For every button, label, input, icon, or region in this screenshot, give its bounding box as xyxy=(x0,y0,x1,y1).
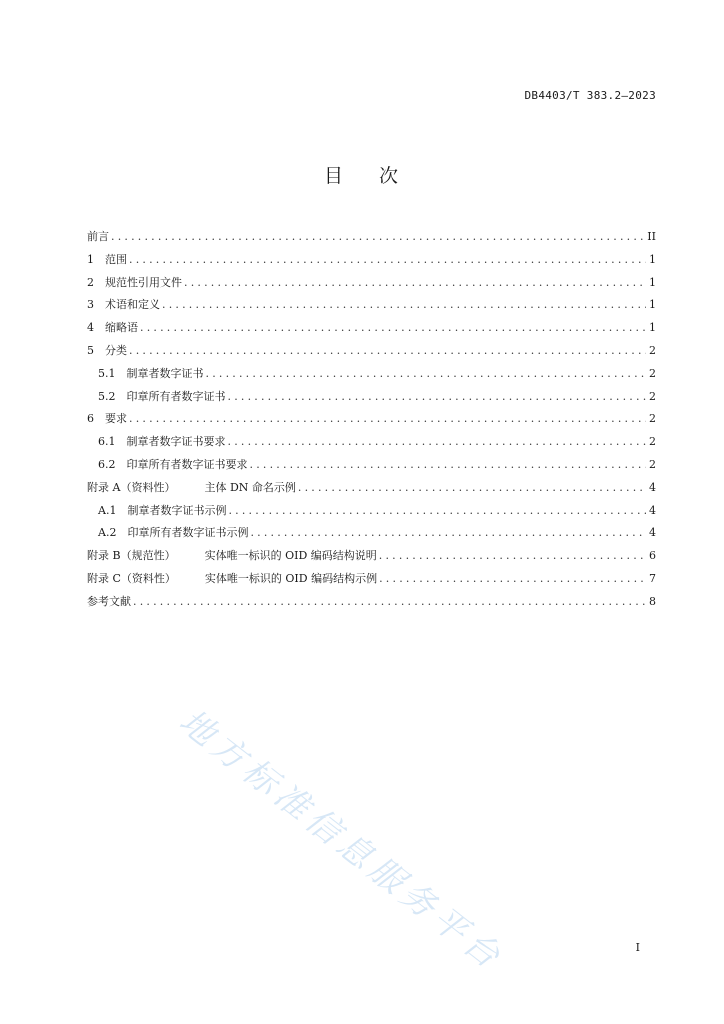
toc-entry-number: 附录 C（资料性） xyxy=(87,571,176,585)
toc-entry[interactable] xyxy=(87,479,656,502)
toc-entry-number: 6 xyxy=(87,412,94,426)
toc-entry-number: 附录 A（资料性） xyxy=(87,480,176,494)
toc-entry-number: 5.2 xyxy=(98,389,116,403)
toc-entry-label: 实体唯一标识的 OID 编码结构示例 xyxy=(204,571,378,585)
toc-leader-dots xyxy=(228,435,647,448)
toc-leader-dots xyxy=(228,390,647,403)
toc-entry-page: 2 xyxy=(649,389,656,403)
toc-entry-page: 8 xyxy=(649,594,656,608)
toc-entry-page: 2 xyxy=(649,457,656,471)
toc-entry-number: 3 xyxy=(87,298,94,312)
toc-leader-dots xyxy=(162,298,646,311)
toc-entry[interactable] xyxy=(87,319,656,342)
toc-entry-page: 2 xyxy=(649,343,656,357)
toc-entry-label: 制章者数字证书示例 xyxy=(127,503,227,517)
toc-entry-page: 1 xyxy=(649,275,656,289)
toc-leader-dots xyxy=(379,549,646,562)
toc-entry-label: 缩略语 xyxy=(105,321,138,335)
document-code: DB4403/T 383.2—2023 xyxy=(524,89,656,102)
toc-leader-dots xyxy=(133,595,646,608)
toc-entry-label: 印章所有者数字证书示例 xyxy=(127,526,249,540)
toc-entry[interactable] xyxy=(87,365,656,388)
toc-entry[interactable] xyxy=(87,251,656,274)
toc-entry[interactable] xyxy=(87,593,656,616)
toc-entry[interactable] xyxy=(87,296,656,319)
toc-leader-dots xyxy=(206,367,647,380)
title-part-1: 目 xyxy=(323,165,345,187)
toc-entry-page: 2 xyxy=(649,435,656,449)
toc-entry-page: 1 xyxy=(649,298,656,312)
toc-entry[interactable] xyxy=(87,524,656,547)
toc-leader-dots xyxy=(184,276,646,289)
toc-leader-dots xyxy=(250,526,646,539)
toc-entry-label: 要求 xyxy=(105,412,127,426)
toc-entry-number: 附录 B（规范性） xyxy=(87,549,176,563)
toc-entry[interactable] xyxy=(87,456,656,479)
toc-entry-label: 主体 DN 命名示例 xyxy=(204,480,296,494)
toc-entry-page: 1 xyxy=(649,321,656,335)
toc-entry[interactable] xyxy=(87,433,656,456)
toc-entry-page: II xyxy=(647,230,656,243)
toc-entry-page: 4 xyxy=(649,503,656,517)
toc-entry-page: 1 xyxy=(649,252,656,266)
toc-leader-dots xyxy=(129,412,646,425)
toc-entry-label: 制章者数字证书要求 xyxy=(126,435,226,449)
toc-entry-number: 1 xyxy=(87,252,94,266)
toc-entry[interactable] xyxy=(87,547,656,570)
toc-entry-label: 规范性引用文件 xyxy=(105,275,182,289)
table-of-contents xyxy=(87,228,656,616)
toc-entry-label: 范围 xyxy=(105,252,127,266)
toc-entry-number: 4 xyxy=(87,321,94,335)
page-title xyxy=(0,161,724,188)
toc-entry-number: 6.2 xyxy=(98,457,116,471)
toc-leader-dots xyxy=(129,253,646,266)
page-number: I xyxy=(635,941,640,954)
toc-leader-dots xyxy=(140,321,646,334)
toc-entry-number: 6.1 xyxy=(98,435,116,449)
watermark: 地方标准信息服务平台 xyxy=(171,701,512,980)
toc-entry-label: 前言 xyxy=(87,230,109,243)
toc-entry-number: A.1 xyxy=(98,503,117,517)
toc-leader-dots xyxy=(111,230,645,243)
toc-entry-page: 2 xyxy=(649,366,656,380)
toc-entry[interactable] xyxy=(87,570,656,593)
toc-entry-page: 2 xyxy=(649,412,656,426)
toc-entry-label: 印章所有者数字证书要求 xyxy=(126,457,248,471)
toc-entry-label: 实体唯一标识的 OID 编码结构说明 xyxy=(204,549,377,563)
toc-entry-page: 6 xyxy=(649,549,656,563)
toc-entry-number: 2 xyxy=(87,275,94,289)
toc-entry[interactable] xyxy=(87,410,656,433)
toc-entry-page: 7 xyxy=(649,571,656,585)
toc-entry-number: 5.1 xyxy=(98,366,116,380)
toc-entry-page: 4 xyxy=(649,480,656,494)
title-part-2: 次 xyxy=(379,165,401,187)
toc-entry-label: 术语和定义 xyxy=(105,298,160,312)
toc-entry[interactable] xyxy=(87,274,656,297)
toc-leader-dots xyxy=(228,504,646,517)
toc-entry[interactable] xyxy=(87,502,656,525)
toc-entry-page: 4 xyxy=(649,526,656,540)
toc-leader-dots xyxy=(379,572,646,585)
toc-leader-dots xyxy=(250,458,647,471)
toc-entry-label: 印章所有者数字证书 xyxy=(126,389,226,403)
toc-entry-number: A.2 xyxy=(98,526,117,540)
toc-entry[interactable] xyxy=(87,228,656,251)
toc-entry[interactable] xyxy=(87,342,656,365)
toc-entry-label: 制章者数字证书 xyxy=(126,366,204,380)
toc-leader-dots xyxy=(129,344,646,357)
toc-leader-dots xyxy=(298,481,646,494)
toc-entry[interactable] xyxy=(87,388,656,411)
toc-entry-number: 5 xyxy=(87,343,94,357)
toc-entry-label: 分类 xyxy=(105,343,127,357)
toc-entry-label: 参考文献 xyxy=(87,594,131,608)
